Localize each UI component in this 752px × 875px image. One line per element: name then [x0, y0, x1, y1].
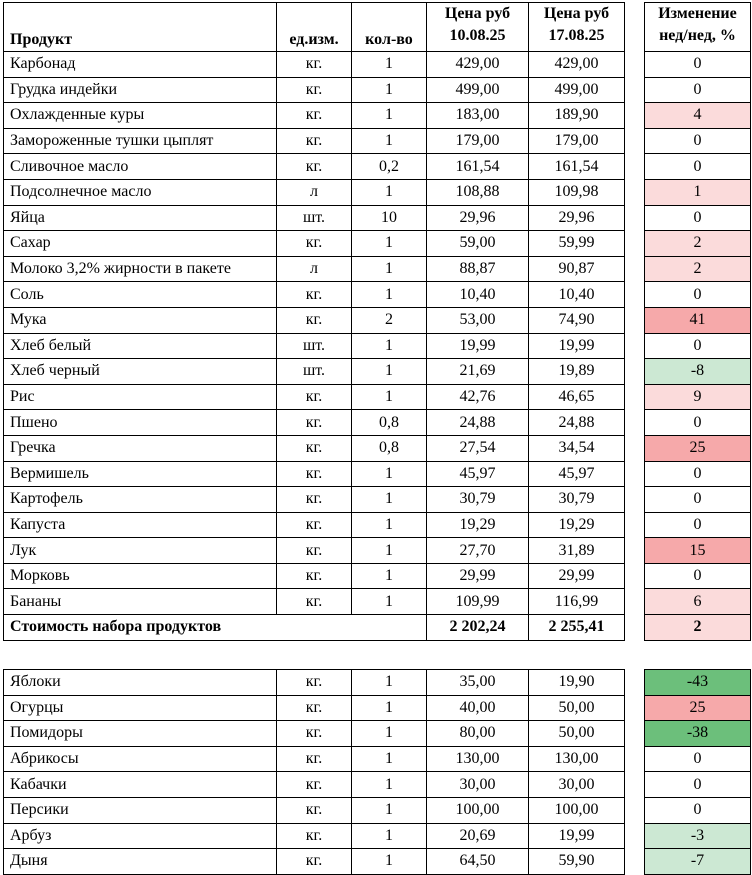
qty-cell: 1	[352, 538, 427, 564]
product-name: Охлажденные куры	[4, 103, 277, 129]
price-1-cell: 35,00	[427, 670, 529, 696]
unit-cell: кг.	[277, 746, 352, 772]
header-change-period: нед/нед, %	[659, 27, 736, 44]
price-2-cell: 130,00	[529, 746, 625, 772]
qty-cell: 1	[352, 333, 427, 359]
table-row	[4, 512, 625, 538]
change-row	[645, 746, 751, 772]
table-row	[4, 563, 625, 589]
qty-cell: 1	[352, 103, 427, 129]
qty-cell: 1	[352, 772, 427, 798]
header-price-1-title: Цена руб	[444, 5, 511, 22]
qty-cell: 1	[352, 512, 427, 538]
unit-cell: кг.	[277, 772, 352, 798]
change-header-row	[645, 3, 751, 52]
price-1-cell: 19,99	[427, 333, 529, 359]
product-name: Сливочное масло	[4, 154, 277, 180]
change-row	[645, 670, 751, 696]
change-row	[645, 589, 751, 615]
qty-cell: 10	[352, 205, 427, 231]
qty-cell: 1	[352, 77, 427, 103]
price-1-cell: 27,54	[427, 435, 529, 461]
price-2-cell: 31,89	[529, 538, 625, 564]
qty-cell: 2	[352, 307, 427, 333]
change-row	[645, 128, 751, 154]
price-1-cell: 88,87	[427, 256, 529, 282]
header-price-1-date: 10.08.25	[449, 27, 506, 44]
product-name: Грудка индейки	[4, 77, 277, 103]
unit-cell: кг.	[277, 435, 352, 461]
product-name: Морковь	[4, 563, 277, 589]
qty-cell: 1	[352, 849, 427, 875]
product-name: Лук	[4, 538, 277, 564]
change-cell: 2	[645, 256, 751, 282]
header-price-2-title: Цена руб	[543, 5, 610, 22]
qty-cell: 1	[352, 589, 427, 615]
product-name: Картофель	[4, 487, 277, 513]
seasonal-price-table	[3, 669, 625, 875]
qty-cell: 1	[352, 359, 427, 385]
change-row	[645, 435, 751, 461]
qty-cell: 1	[352, 670, 427, 696]
table-row	[4, 128, 625, 154]
price-2-cell: 30,79	[529, 487, 625, 513]
table-row	[4, 849, 625, 875]
price-2-cell: 19,29	[529, 512, 625, 538]
change-cell: 0	[645, 563, 751, 589]
change-row	[645, 772, 751, 798]
change-row	[645, 512, 751, 538]
unit-cell: кг.	[277, 695, 352, 721]
change-cell: 25	[645, 435, 751, 461]
price-2-cell: 29,96	[529, 205, 625, 231]
unit-cell: кг.	[277, 52, 352, 78]
table-row	[4, 823, 625, 849]
table-row	[4, 589, 625, 615]
change-row	[645, 77, 751, 103]
header-change	[645, 3, 751, 52]
header-price-1	[427, 3, 529, 52]
product-name: Яблоки	[4, 670, 277, 696]
total-change: 2	[645, 615, 751, 641]
qty-cell: 1	[352, 128, 427, 154]
price-2-cell: 499,00	[529, 77, 625, 103]
price-1-cell: 499,00	[427, 77, 529, 103]
price-1-cell: 29,99	[427, 563, 529, 589]
unit-cell: кг.	[277, 307, 352, 333]
change-row	[645, 154, 751, 180]
change-cell: 6	[645, 589, 751, 615]
price-1-cell: 40,00	[427, 695, 529, 721]
change-cell: 2	[645, 231, 751, 257]
product-name: Замороженные тушки цыплят	[4, 128, 277, 154]
price-1-cell: 53,00	[427, 307, 529, 333]
table-row	[4, 487, 625, 513]
table-row	[4, 538, 625, 564]
price-1-cell: 179,00	[427, 128, 529, 154]
price-1-cell: 21,69	[427, 359, 529, 385]
unit-cell: кг.	[277, 538, 352, 564]
change-row	[645, 256, 751, 282]
change-row	[645, 307, 751, 333]
qty-cell: 0,8	[352, 435, 427, 461]
product-name: Абрикосы	[4, 746, 277, 772]
product-name: Хлеб белый	[4, 333, 277, 359]
price-1-cell: 29,96	[427, 205, 529, 231]
unit-cell: кг.	[277, 231, 352, 257]
change-cell: 1	[645, 179, 751, 205]
unit-cell: кг.	[277, 410, 352, 436]
table-row	[4, 307, 625, 333]
change-row	[645, 410, 751, 436]
table-row	[4, 797, 625, 823]
change-cell: -43	[645, 670, 751, 696]
change-cell: -8	[645, 359, 751, 385]
product-name: Гречка	[4, 435, 277, 461]
price-1-cell: 100,00	[427, 797, 529, 823]
change-cell: 41	[645, 307, 751, 333]
product-name: Арбуз	[4, 823, 277, 849]
unit-cell: кг.	[277, 823, 352, 849]
unit-cell: шт.	[277, 205, 352, 231]
qty-cell: 1	[352, 695, 427, 721]
table-row	[4, 746, 625, 772]
unit-cell: кг.	[277, 384, 352, 410]
price-2-cell: 50,00	[529, 721, 625, 747]
price-2-cell: 19,99	[529, 333, 625, 359]
price-2-cell: 46,65	[529, 384, 625, 410]
header-unit: ед.изм.	[277, 3, 352, 52]
price-2-cell: 19,90	[529, 670, 625, 696]
change-cell: -7	[645, 849, 751, 875]
table-row	[4, 256, 625, 282]
change-row	[645, 205, 751, 231]
product-name: Сахар	[4, 231, 277, 257]
change-cell: 9	[645, 384, 751, 410]
price-2-cell: 59,90	[529, 849, 625, 875]
price-2-cell: 34,54	[529, 435, 625, 461]
price-2-cell: 19,99	[529, 823, 625, 849]
change-cell: 0	[645, 77, 751, 103]
change-row	[645, 461, 751, 487]
change-row	[645, 52, 751, 78]
table-row	[4, 670, 625, 696]
change-row	[645, 695, 751, 721]
unit-cell: кг.	[277, 282, 352, 308]
unit-cell: кг.	[277, 721, 352, 747]
qty-cell: 1	[352, 461, 427, 487]
price-2-cell: 161,54	[529, 154, 625, 180]
price-1-cell: 19,29	[427, 512, 529, 538]
total-price-2: 2 255,41	[529, 615, 625, 641]
change-row	[645, 487, 751, 513]
change-row	[645, 563, 751, 589]
header-price-2-date: 17.08.25	[548, 27, 605, 44]
product-name: Мука	[4, 307, 277, 333]
change-cell: 0	[645, 772, 751, 798]
table-row	[4, 179, 625, 205]
product-name: Вермишель	[4, 461, 277, 487]
change-row	[645, 797, 751, 823]
change-cell: 0	[645, 512, 751, 538]
header-row	[4, 3, 625, 52]
price-1-cell: 64,50	[427, 849, 529, 875]
table-row	[4, 77, 625, 103]
unit-cell: шт.	[277, 333, 352, 359]
price-1-cell: 30,79	[427, 487, 529, 513]
seasonal-change-table	[644, 669, 751, 875]
change-row	[645, 384, 751, 410]
unit-cell: кг.	[277, 154, 352, 180]
product-name: Молоко 3,2% жирности в пакете	[4, 256, 277, 282]
table-row	[4, 695, 625, 721]
product-name: Бананы	[4, 589, 277, 615]
change-cell: 0	[645, 205, 751, 231]
product-name: Дыня	[4, 849, 277, 875]
price-1-cell: 59,00	[427, 231, 529, 257]
change-cell: 0	[645, 154, 751, 180]
unit-cell: л	[277, 179, 352, 205]
unit-cell: кг.	[277, 589, 352, 615]
product-name: Пшено	[4, 410, 277, 436]
change-row	[645, 359, 751, 385]
price-1-cell: 24,88	[427, 410, 529, 436]
price-1-cell: 108,88	[427, 179, 529, 205]
price-2-cell: 116,99	[529, 589, 625, 615]
change-row	[645, 231, 751, 257]
product-name: Хлеб черный	[4, 359, 277, 385]
table-row	[4, 231, 625, 257]
change-row	[645, 103, 751, 129]
price-1-cell: 429,00	[427, 52, 529, 78]
price-1-cell: 109,99	[427, 589, 529, 615]
table-row	[4, 721, 625, 747]
change-cell: 15	[645, 538, 751, 564]
price-2-cell: 429,00	[529, 52, 625, 78]
qty-cell: 0,2	[352, 154, 427, 180]
price-1-cell: 161,54	[427, 154, 529, 180]
unit-cell: кг.	[277, 670, 352, 696]
table-row	[4, 333, 625, 359]
change-cell: 0	[645, 128, 751, 154]
unit-cell: кг.	[277, 849, 352, 875]
table-row	[4, 205, 625, 231]
header-product: Продукт	[4, 3, 277, 52]
product-name: Карбонад	[4, 52, 277, 78]
price-2-cell: 19,89	[529, 359, 625, 385]
unit-cell: л	[277, 256, 352, 282]
table-row	[4, 410, 625, 436]
qty-cell: 1	[352, 384, 427, 410]
qty-cell: 1	[352, 746, 427, 772]
change-cell: 25	[645, 695, 751, 721]
qty-cell: 1	[352, 282, 427, 308]
price-table	[3, 2, 625, 641]
header-qty: кол-во	[352, 3, 427, 52]
unit-cell: кг.	[277, 563, 352, 589]
total-change-row	[645, 615, 751, 641]
table-row	[4, 384, 625, 410]
price-1-cell: 80,00	[427, 721, 529, 747]
price-2-cell: 29,99	[529, 563, 625, 589]
unit-cell: кг.	[277, 103, 352, 129]
table-row	[4, 103, 625, 129]
change-cell: 4	[645, 103, 751, 129]
change-row	[645, 538, 751, 564]
change-cell: 0	[645, 746, 751, 772]
change-cell: 0	[645, 410, 751, 436]
price-2-cell: 59,99	[529, 231, 625, 257]
total-price-1: 2 202,24	[427, 615, 529, 641]
price-1-cell: 30,00	[427, 772, 529, 798]
change-row	[645, 179, 751, 205]
change-cell: 0	[645, 461, 751, 487]
price-2-cell: 30,00	[529, 772, 625, 798]
table-row	[4, 282, 625, 308]
price-1-cell: 130,00	[427, 746, 529, 772]
qty-cell: 1	[352, 231, 427, 257]
unit-cell: кг.	[277, 797, 352, 823]
qty-cell: 1	[352, 797, 427, 823]
unit-cell: шт.	[277, 359, 352, 385]
table-row	[4, 461, 625, 487]
price-2-cell: 100,00	[529, 797, 625, 823]
price-1-cell: 20,69	[427, 823, 529, 849]
unit-cell: кг.	[277, 77, 352, 103]
change-row	[645, 721, 751, 747]
change-row	[645, 282, 751, 308]
unit-cell: кг.	[277, 512, 352, 538]
price-2-cell: 189,90	[529, 103, 625, 129]
price-2-cell: 50,00	[529, 695, 625, 721]
price-1-cell: 10,40	[427, 282, 529, 308]
change-cell: 0	[645, 282, 751, 308]
price-2-cell: 109,98	[529, 179, 625, 205]
total-label: Стоимость набора продуктов	[4, 615, 427, 641]
table-row	[4, 52, 625, 78]
price-1-cell: 45,97	[427, 461, 529, 487]
change-cell: -3	[645, 823, 751, 849]
qty-cell: 1	[352, 487, 427, 513]
product-name: Помидоры	[4, 721, 277, 747]
price-2-cell: 179,00	[529, 128, 625, 154]
unit-cell: кг.	[277, 128, 352, 154]
price-2-cell: 90,87	[529, 256, 625, 282]
header-price-2	[529, 3, 625, 52]
change-row	[645, 823, 751, 849]
qty-cell: 1	[352, 52, 427, 78]
table-row	[4, 435, 625, 461]
price-2-cell: 10,40	[529, 282, 625, 308]
price-1-cell: 42,76	[427, 384, 529, 410]
header-change-title: Изменение	[658, 5, 737, 22]
qty-cell: 1	[352, 823, 427, 849]
product-name: Подсолнечное масло	[4, 179, 277, 205]
product-name: Капуста	[4, 512, 277, 538]
table-row	[4, 154, 625, 180]
price-2-cell: 24,88	[529, 410, 625, 436]
product-name: Рис	[4, 384, 277, 410]
unit-cell: кг.	[277, 487, 352, 513]
product-name: Персики	[4, 797, 277, 823]
qty-cell: 1	[352, 179, 427, 205]
price-1-cell: 183,00	[427, 103, 529, 129]
total-row	[4, 615, 625, 641]
product-name: Соль	[4, 282, 277, 308]
product-name: Кабачки	[4, 772, 277, 798]
product-name: Огурцы	[4, 695, 277, 721]
change-cell: 0	[645, 333, 751, 359]
qty-cell: 1	[352, 563, 427, 589]
price-2-cell: 45,97	[529, 461, 625, 487]
change-cell: 0	[645, 487, 751, 513]
product-name: Яйца	[4, 205, 277, 231]
table-row	[4, 772, 625, 798]
change-row	[645, 849, 751, 875]
table-row	[4, 359, 625, 385]
change-cell: -38	[645, 721, 751, 747]
change-row	[645, 333, 751, 359]
qty-cell: 1	[352, 721, 427, 747]
change-cell: 0	[645, 797, 751, 823]
price-1-cell: 27,70	[427, 538, 529, 564]
change-cell: 0	[645, 52, 751, 78]
qty-cell: 0,8	[352, 410, 427, 436]
price-2-cell: 74,90	[529, 307, 625, 333]
unit-cell: кг.	[277, 461, 352, 487]
qty-cell: 1	[352, 256, 427, 282]
change-table	[644, 2, 751, 641]
